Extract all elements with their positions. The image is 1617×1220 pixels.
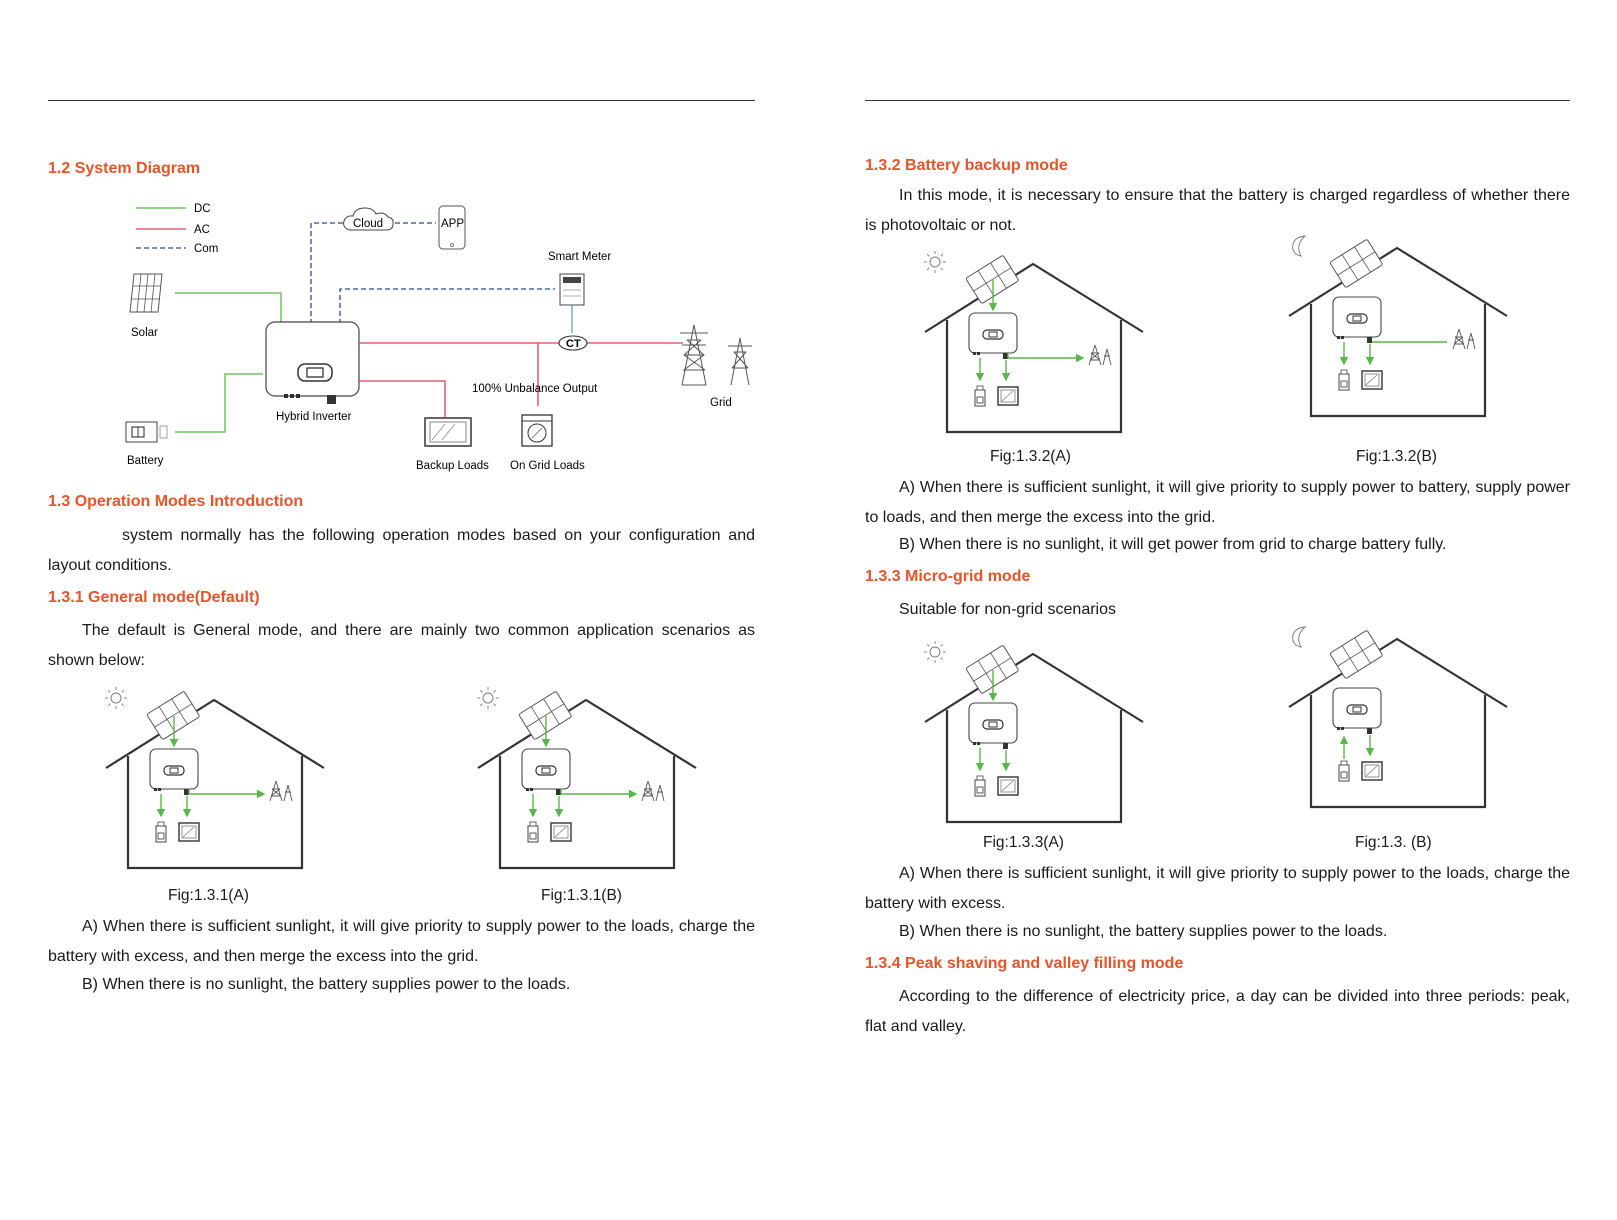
section-heading-1-3-2: 1.3.2 Battery backup mode xyxy=(865,157,1068,174)
section-heading-1-3-3: 1.3.3 Micro-grid mode xyxy=(865,568,1031,585)
ct-label: CT xyxy=(566,338,581,350)
on-grid-loads-icon xyxy=(522,415,552,446)
battery-icon xyxy=(975,386,985,406)
hybrid-inverter-label: Hybrid Inverter xyxy=(276,411,352,423)
on-grid-loads-label: On Grid Loads xyxy=(510,460,585,472)
paragraph-1-3-1-b: B) When there is no sunlight, the battery supplies power to the loads. xyxy=(82,976,571,993)
backup-loads-icon xyxy=(425,418,471,446)
paragraph-1-3-3-b: B) When there is no sunlight, the battery supplies power to the loads. xyxy=(899,923,1388,940)
load-icon xyxy=(1362,371,1382,389)
solar-panel-icon xyxy=(1330,630,1383,679)
moon-icon xyxy=(1293,236,1305,256)
intro-1-3: system normally has the following operation modes based on your configuration and layout conditions. xyxy=(48,527,755,574)
scene-fig-1-3-1-b xyxy=(476,686,706,886)
intro-1-3-2: In this mode, it is necessary to ensure that the battery is charged regardless of whether there is photovoltaic or not. xyxy=(865,187,1570,234)
inverter-icon xyxy=(969,703,1017,749)
battery-icon xyxy=(156,822,166,842)
caption-fig-1-3-2-b: Fig:1.3.2(B) xyxy=(1356,448,1437,465)
inverter-icon xyxy=(969,313,1017,359)
load-icon xyxy=(998,387,1018,405)
section-heading-1-3-1: 1.3.1 General mode(Default) xyxy=(48,589,260,606)
solar-label: Solar xyxy=(131,327,158,339)
scene-fig-1-3-3-b xyxy=(1287,625,1517,825)
grid-label: Grid xyxy=(710,397,732,409)
solar-panel-icon xyxy=(147,691,200,740)
paragraph-1-3-1-a: A) When there is sufficient sunlight, it will give priority to supply power to the loads, charge the battery with excess, and then merge the excess into the grid. xyxy=(48,918,755,965)
legend-ac-label: AC xyxy=(194,224,210,236)
app-label: APP xyxy=(441,218,465,230)
caption-fig-1-3-1-b: Fig:1.3.1(B) xyxy=(541,887,622,904)
smart-meter-label: Smart Meter xyxy=(548,251,612,263)
caption-fig-1-3-2-a: Fig:1.3.2(A) xyxy=(990,448,1071,465)
paragraph-1-3-2-a: A) When there is sufficient sunlight, it will give priority to supply power to battery, supply power to loads, and then merge the excess into the grid. xyxy=(865,479,1570,526)
scene-fig-1-3-3-a xyxy=(923,640,1153,840)
inverter-icon xyxy=(150,749,198,795)
legend-com-label: Com xyxy=(194,243,219,255)
moon-icon xyxy=(1293,627,1305,647)
battery-icon xyxy=(126,422,167,442)
inverter-icon xyxy=(1333,297,1381,343)
solar-panel-icon xyxy=(966,645,1019,694)
intro-1-3-4: According to the difference of electricity price, a day can be divided into three periods: peak, flat and valley. xyxy=(865,988,1570,1035)
caption-fig-1-3-3-a: Fig:1.3.3(A) xyxy=(983,834,1064,851)
legend-dc-label: DC xyxy=(194,203,211,215)
sun-icon xyxy=(105,687,127,709)
paragraph-1-3-3-a: A) When there is sufficient sunlight, it will give priority to supply power to the loads, charge the battery with excess. xyxy=(865,865,1570,912)
intro-1-3-3: Suitable for non-grid scenarios xyxy=(899,601,1117,618)
grid-tower-icon xyxy=(1089,345,1111,365)
battery-icon xyxy=(1339,761,1349,781)
solar-panel-icon xyxy=(966,255,1019,304)
load-icon xyxy=(551,823,571,841)
caption-fig-1-3-1-a: Fig:1.3.1(A) xyxy=(168,887,249,904)
battery-label: Battery xyxy=(127,455,164,467)
load-icon xyxy=(1362,762,1382,780)
sun-icon xyxy=(477,687,499,709)
inverter-icon xyxy=(522,749,570,795)
scene-fig-1-3-2-a xyxy=(923,250,1153,450)
solar-panel-icon xyxy=(1330,239,1383,288)
grid-tower-icon xyxy=(270,781,292,801)
section-heading-1-3: 1.3 Operation Modes Introduction xyxy=(48,493,304,510)
load-icon xyxy=(998,777,1018,795)
solar-panel-icon xyxy=(130,274,162,312)
scene-fig-1-3-1-a xyxy=(104,686,334,886)
grid-tower-icon xyxy=(642,781,664,801)
grid-tower-icon xyxy=(680,325,752,385)
grid-tower-icon xyxy=(1453,329,1475,349)
scene-fig-1-3-2-b xyxy=(1287,234,1517,434)
sun-icon xyxy=(924,641,946,663)
battery-icon xyxy=(975,776,985,796)
battery-icon xyxy=(528,822,538,842)
smart-meter-icon xyxy=(560,274,584,305)
unbalance-output-label: 100% Unbalance Output xyxy=(472,383,598,395)
section-heading-1-3-4: 1.3.4 Peak shaving and valley filling mode xyxy=(865,955,1184,972)
section-heading-1-2: 1.2 System Diagram xyxy=(48,160,201,177)
load-icon xyxy=(179,823,199,841)
cloud-label: Cloud xyxy=(353,218,384,230)
paragraph-1-3-2-b: B) When there is no sunlight, it will get power from grid to charge battery fully. xyxy=(899,536,1447,553)
backup-loads-label: Backup Loads xyxy=(416,460,489,472)
intro-1-3-1: The default is General mode, and there are mainly two common application scenarios as shown below: xyxy=(48,622,755,669)
sun-icon xyxy=(924,251,946,273)
battery-icon xyxy=(1339,370,1349,390)
solar-panel-icon xyxy=(519,691,572,740)
inverter-icon xyxy=(1333,688,1381,734)
hybrid-inverter-icon xyxy=(266,322,359,404)
caption-fig-1-3-3-b: Fig:1.3. (B) xyxy=(1355,834,1432,851)
